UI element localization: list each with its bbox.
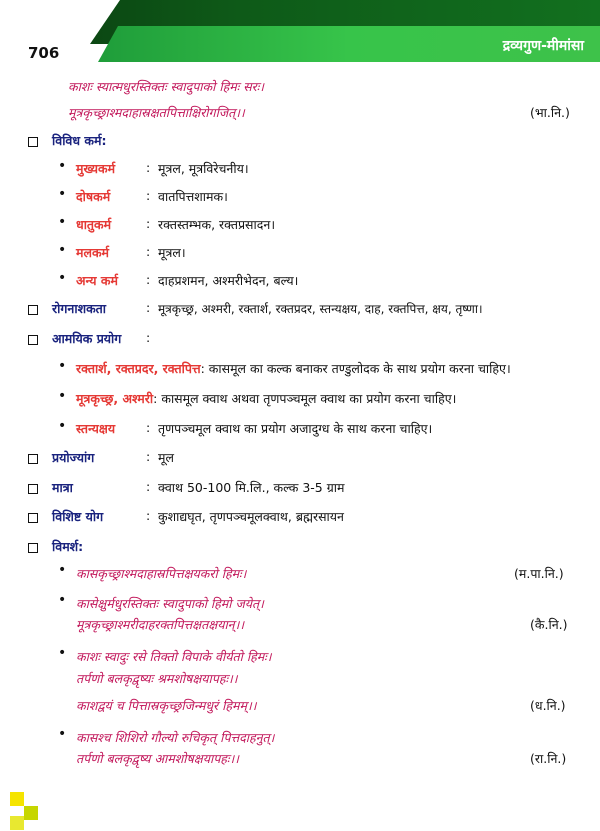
vimarsha-source: (ध.नि.) xyxy=(530,698,566,713)
vimarsha-heading: विमर्श: xyxy=(52,539,84,554)
karma-heading: विविध कर्म: xyxy=(52,133,107,148)
vishishta-yoga-value: कुशाद्यघृत, तृणपञ्चमूलक्वाथ, ब्रह्मरसायन xyxy=(158,509,344,524)
vimarsha-verse-line: तर्पणो बलकृद्वृष्य आमशोषक्षयापहः।। xyxy=(76,751,239,766)
matra-label: मात्रा xyxy=(52,480,73,495)
intro-verse-line2: मूत्रकृच्छ्राश्मदाहास्रक्षतपित्ताक्षिरोगजित्।। xyxy=(68,105,245,120)
colon: : xyxy=(153,391,158,406)
karma-value: दाहप्रशमन, अश्मरीभेदन, बल्य। xyxy=(158,273,299,288)
colon: : xyxy=(146,479,151,494)
karma-term: मुख्यकर्म xyxy=(76,161,116,176)
karma-value: मूत्रल। xyxy=(158,245,186,260)
corner-decoration xyxy=(24,806,38,820)
colon: : xyxy=(146,272,151,287)
amayika-value: कासमूल क्वाथ अथवा तृणपञ्चमूल क्वाथ का प्रयोग करना चाहिए। xyxy=(161,391,457,406)
section-bullet xyxy=(28,305,38,315)
colon: : xyxy=(146,188,151,203)
vimarsha-verse-line: काशः स्वादुः रसे तिक्तो विपाके वीर्यतो हिमः। xyxy=(76,649,272,664)
matra-value: क्वाथ 50-100 मि.लि., कल्क 3-5 ग्राम xyxy=(158,480,345,495)
list-bullet: • xyxy=(58,645,67,661)
karma-value: वातपित्तशामक। xyxy=(158,189,228,204)
amayika-item xyxy=(76,390,456,407)
list-bullet: • xyxy=(58,358,67,374)
amayika-heading: आमयिक प्रयोग xyxy=(52,331,122,346)
section-bullet xyxy=(28,513,38,523)
amayika-term: स्तन्यक्षय xyxy=(76,421,116,436)
colon: : xyxy=(146,160,151,175)
running-head: द्रव्यगुण-मीमांसा xyxy=(502,38,584,54)
intro-verse-source: (भा.नि.) xyxy=(530,105,570,120)
section-bullet xyxy=(28,335,38,345)
section-bullet xyxy=(28,454,38,464)
karma-term: धातुकर्म xyxy=(76,217,112,232)
prayojyanga-value: मूल xyxy=(158,450,174,465)
colon: : xyxy=(146,449,151,464)
vimarsha-verse-line: मूत्रकृच्छ्राश्मरीदाहरक्तपित्तक्षतक्षयान्।। xyxy=(76,617,245,632)
karma-term: मलकर्म xyxy=(76,245,110,260)
list-bullet: • xyxy=(58,270,67,286)
section-bullet xyxy=(28,484,38,494)
colon: : xyxy=(146,216,151,231)
corner-decoration xyxy=(10,816,24,830)
list-bullet: • xyxy=(58,726,67,742)
corner-decoration xyxy=(10,792,24,806)
amayika-value: तृणपञ्चमूल क्वाथ का प्रयोग अजादुग्ध के साथ करना चाहिए। xyxy=(158,421,433,436)
karma-term: अन्य कर्म xyxy=(76,273,118,288)
vimarsha-source: (रा.नि.) xyxy=(530,751,567,766)
karma-value: मूत्रल, मूत्रविरेचनीय। xyxy=(158,161,249,176)
list-bullet: • xyxy=(58,242,67,258)
vimarsha-verse-line: कासेक्षुर्मधुरस्तिक्तः स्वादुपाको हिमो जयेत्। xyxy=(76,596,264,611)
page-number: 706 xyxy=(28,44,60,62)
list-bullet: • xyxy=(58,418,67,434)
list-bullet: • xyxy=(58,214,67,230)
colon: : xyxy=(200,361,205,376)
vimarsha-verse-line: काशद्वयं च पित्तास्रकृच्छ्रजिन्मधुरं हिमम्।। xyxy=(76,698,257,713)
list-bullet: • xyxy=(58,186,67,202)
colon: : xyxy=(146,508,151,523)
vimarsha-source: (कै.नि.) xyxy=(530,617,568,632)
vimarsha-verse-line: तर्पणो बलकृद्वृष्यः श्रमशोषक्षयापहः।। xyxy=(76,671,238,686)
prayojyanga-label: प्रयोज्यांग xyxy=(52,450,95,465)
colon: : xyxy=(146,300,151,315)
karma-value: रक्तस्तम्भक, रक्तप्रसादन। xyxy=(158,217,276,232)
list-bullet: • xyxy=(58,562,67,578)
vimarsha-verse-line: कासश्च शिशिरो गौल्यो रुचिकृत् पित्तदाहनुत्। xyxy=(76,730,275,745)
section-bullet xyxy=(28,543,38,553)
colon: : xyxy=(146,244,151,259)
vimarsha-source: (म.पा.नि.) xyxy=(514,566,564,581)
amayika-term: मूत्रकृच्छ्र, अश्मरी xyxy=(76,391,154,406)
colon: : xyxy=(146,330,151,345)
vimarsha-verse-line: कासकृच्छ्राश्मदाहास्रपित्तक्षयकरो हिमः। xyxy=(76,566,247,581)
roganashakata-label: रोगनाशकता xyxy=(52,301,107,316)
karma-term: दोषकर्म xyxy=(76,189,111,204)
list-bullet: • xyxy=(58,388,67,404)
roganashakata-value: मूत्रकृच्छ्र, अश्मरी, रक्तार्श, रक्तप्रदर, स्तन्यक्षय, दाह, रक्तपित्त, क्षय, तृष्णा। xyxy=(158,302,483,316)
section-bullet xyxy=(28,137,38,147)
list-bullet: • xyxy=(58,592,67,608)
vishishta-yoga-label: विशिष्ट योग xyxy=(52,509,104,524)
amayika-item xyxy=(76,360,511,377)
colon: : xyxy=(146,420,151,435)
list-bullet: • xyxy=(58,158,67,174)
amayika-term: रक्तार्श, रक्तप्रदर, रक्तपित्त xyxy=(76,361,201,376)
amayika-value: कासमूल का कल्क बनाकर तण्डुलोदक के साथ प्रयोग करना चाहिए। xyxy=(208,361,511,376)
intro-verse-line1: काशः स्यात्मधुरस्तिक्तः स्वादुपाको हिमः सरः। xyxy=(68,79,265,94)
